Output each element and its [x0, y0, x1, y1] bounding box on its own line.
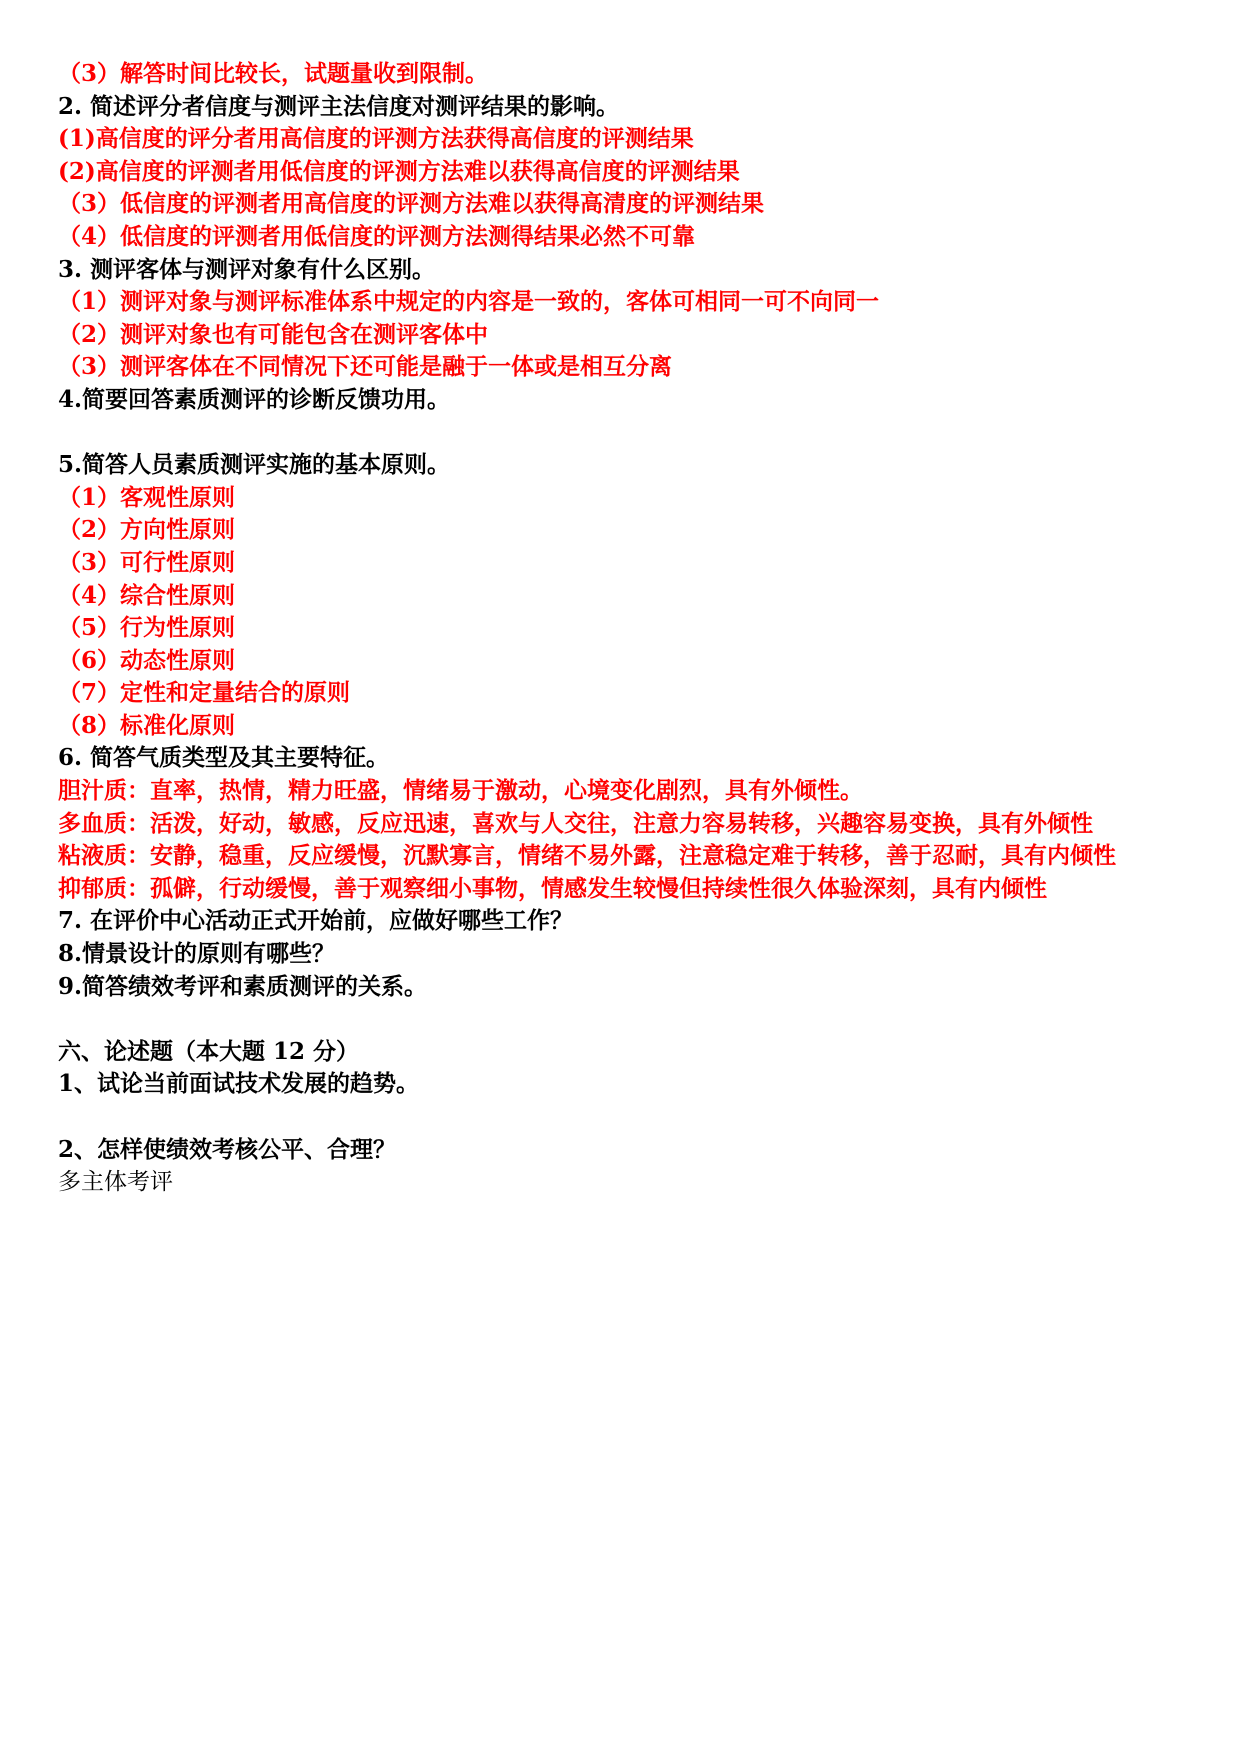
text-line: 6. 简答气质类型及其主要特征。 [58, 744, 390, 772]
document-page [58, 58, 1188, 1199]
text-line: （3）低信度的评测者用高信度的评测方法难以获得高清度的评测结果 [58, 190, 765, 218]
text-line: 胆汁质：直率，热情，精力旺盛，情绪易于激动，心境变化剧烈，具有外倾性。 [58, 777, 863, 805]
text-line: 5.简答人员素质测评实施的基本原则。 [58, 451, 451, 479]
blank-line [58, 1003, 1188, 1036]
text-line: （4）低信度的评测者用低信度的评测方法测得结果必然不可靠 [58, 222, 696, 250]
text-line: 多血质：活泼，好动，敏感，反应迅速，喜欢与人交往，注意力容易转移，兴趣容易变换，具有外倾性 [58, 809, 1093, 837]
text-line: 粘液质：安静，稳重，反应缓慢，沉默寡言，情绪不易外露，注意稳定难于转移，善于忍耐，具有内倾性 [58, 842, 1116, 870]
text-line: 4.简要回答素质测评的诊断反馈功用。 [58, 385, 451, 413]
text-line: 3. 测评客体与测评对象有什么区别。 [58, 255, 436, 283]
blank-line [58, 1101, 1188, 1134]
text-line: (1)高信度的评分者用高信度的评测方法获得高信度的评测结果 [58, 125, 694, 153]
text-line: （2）方向性原则 [58, 516, 236, 544]
text-line: （6）动态性原则 [58, 646, 236, 674]
text-line: （3）解答时间比较长，试题量收到限制。 [58, 60, 489, 87]
text-line: 抑郁质：孤僻，行动缓慢，善于观察细小事物，情感发生较慢但持续性很久体验深刻，具有内倾性 [58, 874, 1047, 902]
text-line: 多主体考评 [58, 1169, 173, 1196]
text-line: 2、怎样使绩效考核公平、合理？ [58, 1135, 397, 1163]
text-line: （3）可行性原则 [58, 548, 236, 576]
text-line: （1）客观性原则 [58, 483, 236, 511]
text-line: 9.简答绩效考评和素质测评的关系。 [58, 972, 428, 1000]
blank-line [58, 417, 1188, 450]
text-line: （8）标准化原则 [58, 711, 236, 739]
text-line: 六、论述题（本大题 12 分） [58, 1037, 360, 1065]
text-line: 8.情景设计的原则有哪些？ [58, 940, 336, 968]
text-line: （4）综合性原则 [58, 581, 236, 609]
text-line: (2)高信度的评测者用低信度的评测方法难以获得高信度的评测结果 [58, 157, 740, 185]
text-line: （7）定性和定量结合的原则 [58, 679, 351, 707]
text-line: （2）测评对象也有可能包含在测评客体中 [58, 320, 489, 348]
text-line: （3）测评客体在不同情况下还可能是融于一体或是相互分离 [58, 353, 673, 381]
text-line: （5）行为性原则 [58, 614, 236, 642]
text-line: 7. 在评价中心活动正式开始前，应做好哪些工作？ [58, 907, 574, 935]
text-line: 2. 简述评分者信度与测评主法信度对测评结果的影响。 [58, 92, 620, 120]
text-line: （1）测评对象与测评标准体系中规定的内容是一致的，客体可相同一可不向同一 [58, 288, 880, 316]
text-line: 1、试论当前面试技术发展的趋势。 [58, 1070, 420, 1098]
